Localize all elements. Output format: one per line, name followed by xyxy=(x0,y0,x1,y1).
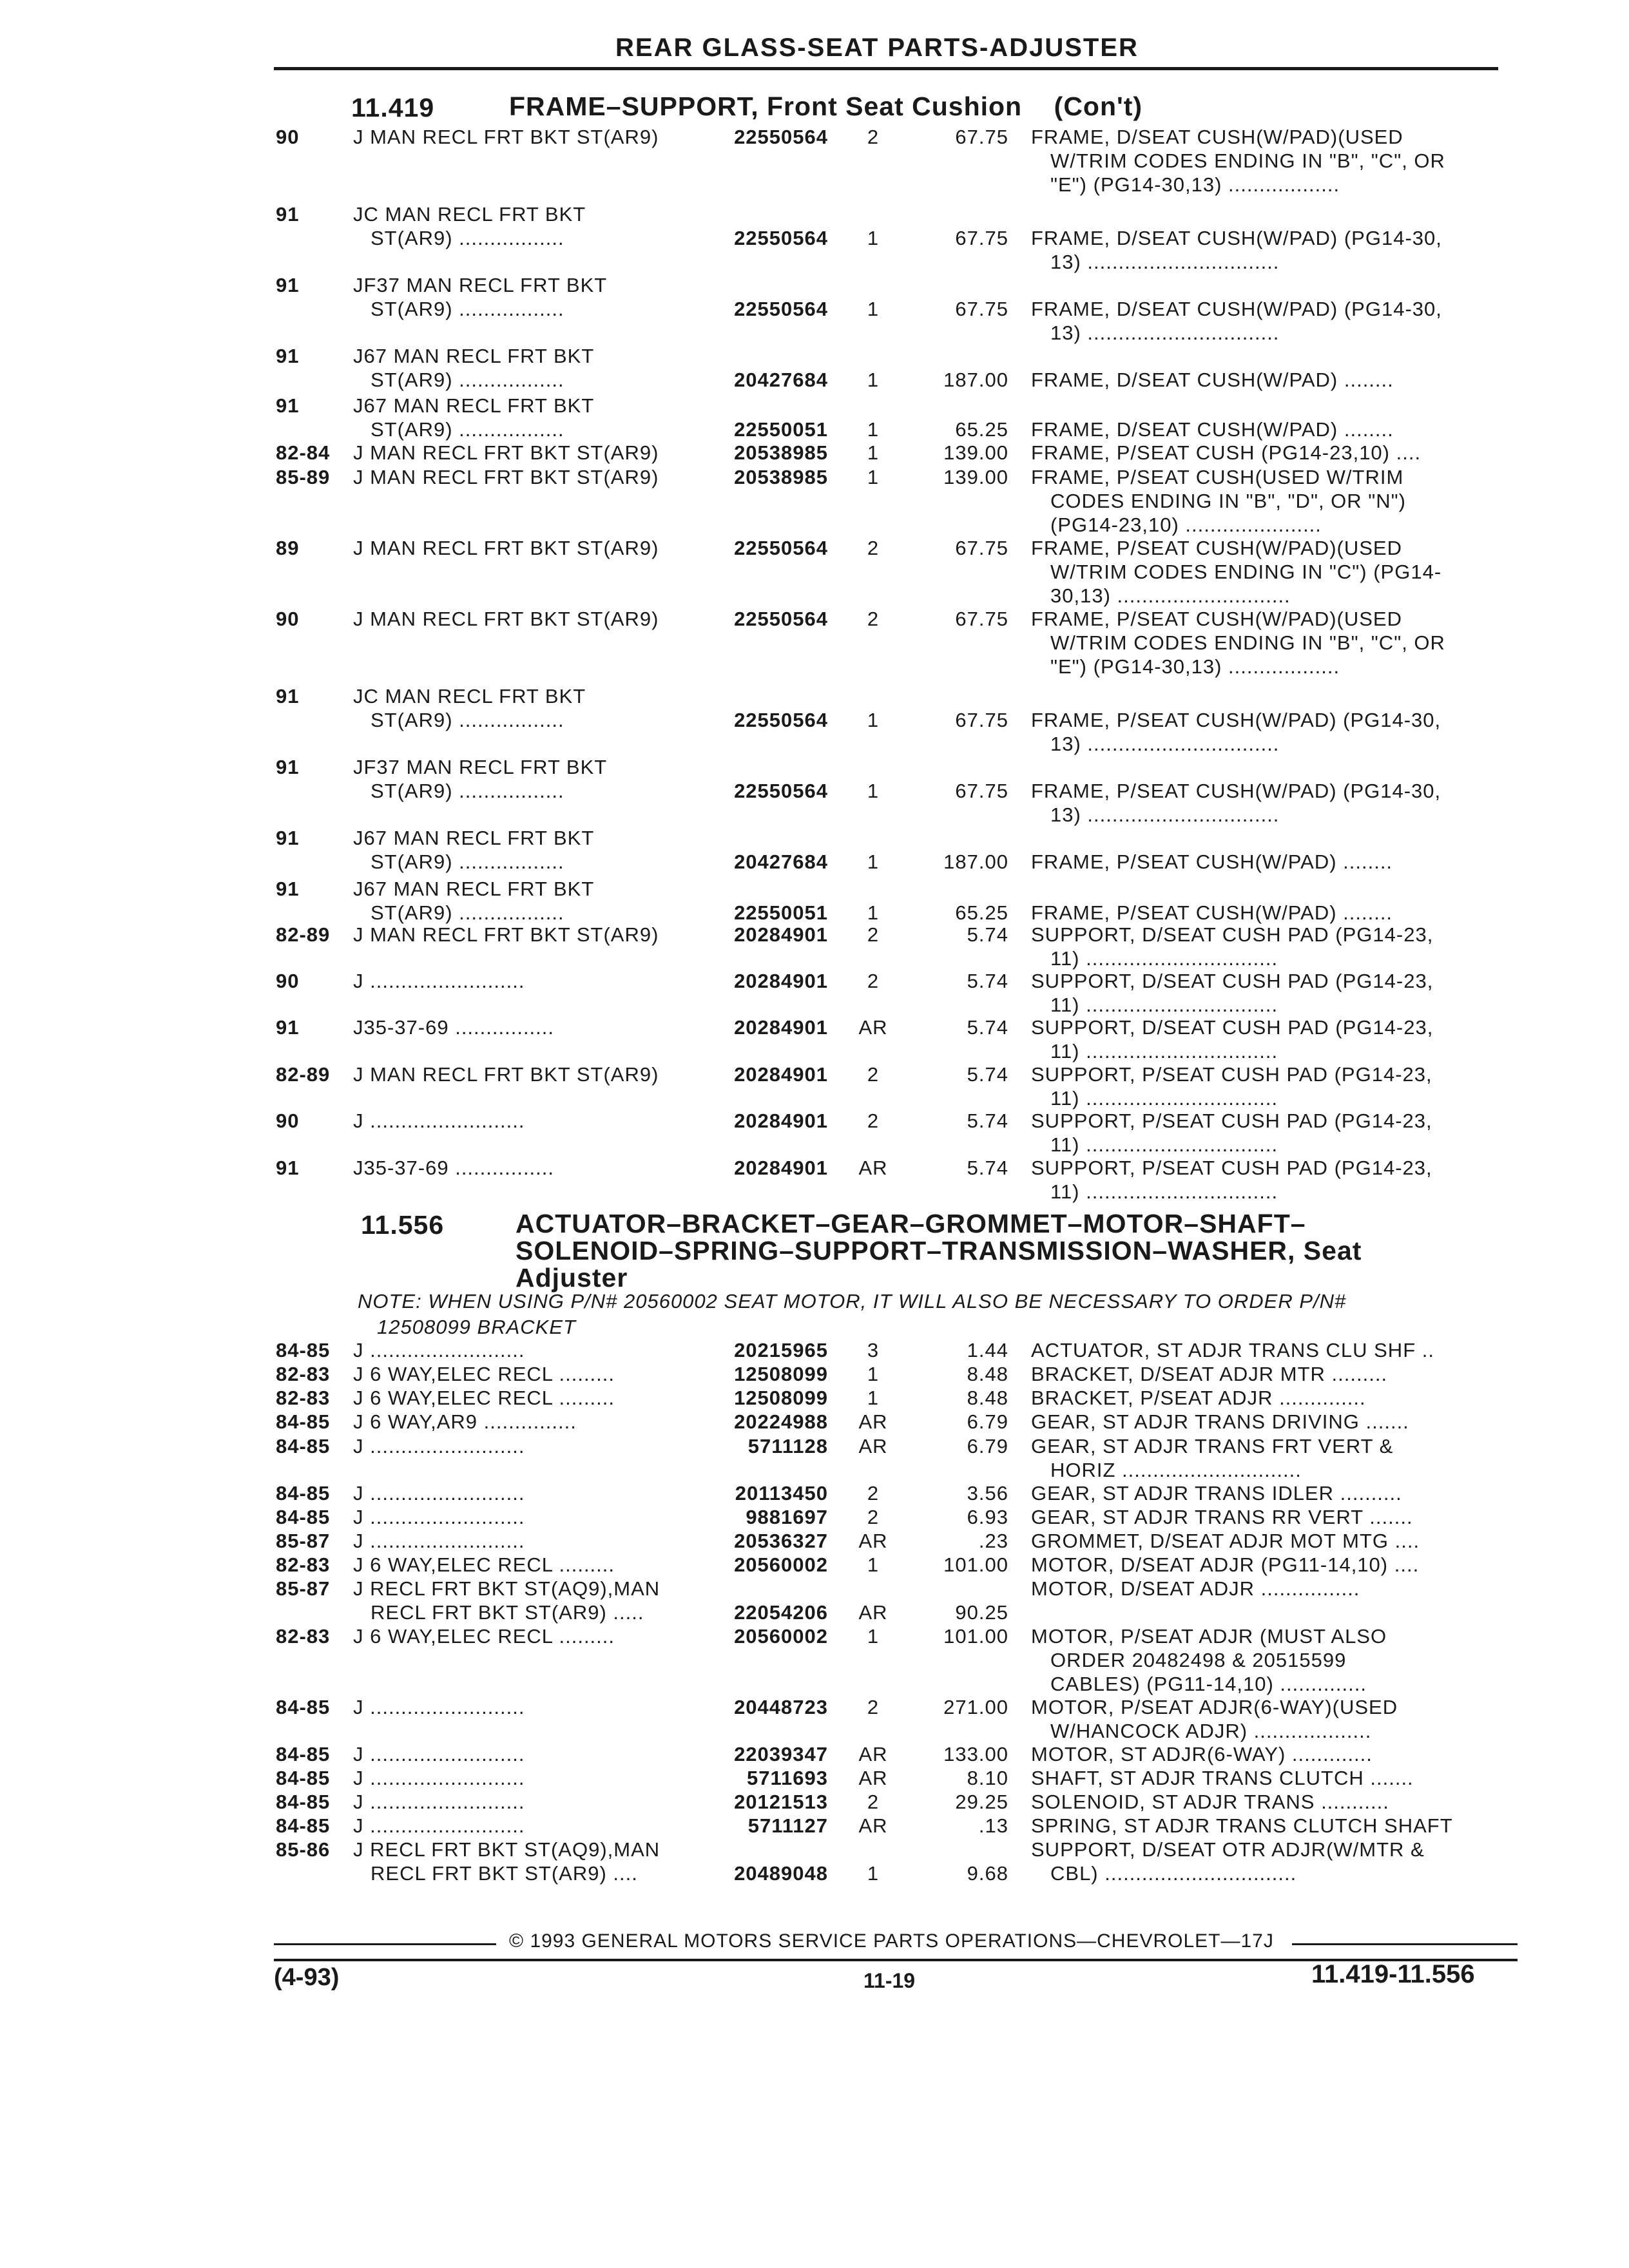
description: SUPPORT, D/SEAT CUSH PAD (PG14-23, xyxy=(1031,1016,1434,1039)
description: W/TRIM CODES ENDING IN "B", "C", OR xyxy=(1050,631,1445,654)
part-number: 22550564 xyxy=(734,780,828,802)
description: 11) ............................... xyxy=(1050,1180,1278,1203)
quantity: 2 xyxy=(867,126,880,148)
quantity: 2 xyxy=(867,1696,880,1718)
quantity: 2 xyxy=(867,608,880,630)
top-rule xyxy=(274,67,1498,70)
model-years: 84-85 xyxy=(276,1339,331,1361)
application: ST(AR9) ................. xyxy=(371,369,564,391)
quantity: 1 xyxy=(867,1625,880,1648)
quantity: AR xyxy=(858,1743,888,1765)
price: 139.00 xyxy=(943,466,1008,488)
description: 11) ............................... xyxy=(1050,1133,1278,1156)
model-years: 90 xyxy=(276,1110,300,1132)
description: CBL) ............................... xyxy=(1050,1862,1297,1885)
model-years: 89 xyxy=(276,537,300,559)
price: .13 xyxy=(978,1814,1008,1837)
description: SUPPORT, D/SEAT OTR ADJR(W/MTR & xyxy=(1031,1838,1425,1861)
part-number: 22039347 xyxy=(734,1743,828,1765)
price: 67.75 xyxy=(955,608,1008,630)
model-years: 82-83 xyxy=(276,1363,331,1385)
application: J 6 WAY,ELEC RECL ......... xyxy=(353,1387,615,1409)
section-title-line: ACTUATOR–BRACKET–GEAR–GROMMET–MOTOR–SHAFT– xyxy=(516,1209,1306,1238)
description: 11) ............................... xyxy=(1050,1087,1278,1110)
part-number: 22550564 xyxy=(734,227,828,249)
model-years: 82-89 xyxy=(276,1063,331,1086)
price: .23 xyxy=(978,1530,1008,1552)
part-number: 20121513 xyxy=(734,1791,828,1813)
price: 139.00 xyxy=(943,441,1008,464)
price: 67.75 xyxy=(955,126,1008,148)
quantity: 2 xyxy=(867,1482,880,1504)
part-number: 20284901 xyxy=(734,1016,828,1039)
application: J MAN RECL FRT BKT ST(AR9) xyxy=(353,466,659,488)
model-years: 90 xyxy=(276,608,300,630)
description: ACTUATOR, ST ADJR TRANS CLU SHF .. xyxy=(1031,1339,1434,1361)
price: 67.75 xyxy=(955,227,1008,249)
model-years: 91 xyxy=(276,878,300,900)
description: 13) ............................... xyxy=(1050,322,1280,344)
application: J MAN RECL FRT BKT ST(AR9) xyxy=(353,608,659,630)
description: "E") (PG14-30,13) .................. xyxy=(1050,173,1340,196)
application: J 6 WAY,ELEC RECL ......... xyxy=(353,1625,615,1648)
quantity: 1 xyxy=(867,227,880,249)
description: SHAFT, ST ADJR TRANS CLUTCH ....... xyxy=(1031,1767,1414,1789)
description: FRAME, P/SEAT CUSH(W/PAD) (PG14-30, xyxy=(1031,780,1441,802)
description: FRAME, D/SEAT CUSH(W/PAD) (PG14-30, xyxy=(1031,298,1442,320)
application: J RECL FRT BKT ST(AQ9),MAN xyxy=(353,1838,660,1861)
part-number: 20284901 xyxy=(734,1063,828,1086)
application: RECL FRT BKT ST(AR9) .... xyxy=(371,1862,638,1885)
date-code: (4-93) xyxy=(274,1964,340,1991)
price: 1.44 xyxy=(967,1339,1008,1361)
application: J MAN RECL FRT BKT ST(AR9) xyxy=(353,1063,659,1086)
page-title: REAR GLASS-SEAT PARTS-ADJUSTER xyxy=(615,34,1139,62)
model-years: 85-89 xyxy=(276,466,331,488)
quantity: AR xyxy=(858,1814,888,1837)
application: J ......................... xyxy=(353,1767,525,1789)
model-years: 84-85 xyxy=(276,1506,331,1528)
section-title: FRAME–SUPPORT, Front Seat Cushion (Con't) xyxy=(509,91,1143,121)
description: 13) ............................... xyxy=(1050,251,1280,273)
price: 101.00 xyxy=(943,1553,1008,1576)
description: "E") (PG14-30,13) .................. xyxy=(1050,655,1340,678)
quantity: AR xyxy=(858,1410,888,1433)
description: GROMMET, D/SEAT ADJR MOT MTG .... xyxy=(1031,1530,1420,1552)
application: ST(AR9) ................. xyxy=(371,850,564,873)
description: FRAME, P/SEAT CUSH(W/PAD)(USED xyxy=(1031,537,1402,559)
quantity: 2 xyxy=(867,970,880,992)
part-number: 20284901 xyxy=(734,1157,828,1179)
application: J ......................... xyxy=(353,1530,525,1552)
description: FRAME, P/SEAT CUSH(W/PAD) ........ xyxy=(1031,901,1393,924)
model-years: 84-85 xyxy=(276,1696,331,1718)
model-years: 84-85 xyxy=(276,1791,331,1813)
description: ORDER 20482498 & 20515599 xyxy=(1050,1649,1347,1671)
quantity: 1 xyxy=(867,709,880,731)
part-number: 20560002 xyxy=(734,1625,828,1648)
quantity: 1 xyxy=(867,1387,880,1409)
price: 5.74 xyxy=(967,970,1008,992)
price: 5.74 xyxy=(967,1157,1008,1179)
application: J 6 WAY,ELEC RECL ......... xyxy=(353,1553,615,1576)
part-number: 12508099 xyxy=(734,1387,828,1409)
description: BRACKET, P/SEAT ADJR .............. xyxy=(1031,1387,1366,1409)
price: 271.00 xyxy=(943,1696,1008,1718)
description: FRAME, P/SEAT CUSH(USED W/TRIM xyxy=(1031,466,1404,488)
price: 5.74 xyxy=(967,1110,1008,1132)
model-years: 91 xyxy=(276,1016,300,1039)
price: 8.48 xyxy=(967,1363,1008,1385)
description: MOTOR, ST ADJR(6-WAY) ............. xyxy=(1031,1743,1373,1765)
quantity: 2 xyxy=(867,1506,880,1528)
application: J MAN RECL FRT BKT ST(AR9) xyxy=(353,126,659,148)
part-number: 22550051 xyxy=(734,418,828,441)
price: 133.00 xyxy=(943,1743,1008,1765)
description: (PG14-23,10) ...................... xyxy=(1050,514,1322,536)
application: J ......................... xyxy=(353,970,525,992)
model-years: 91 xyxy=(276,827,300,849)
application: J67 MAN RECL FRT BKT xyxy=(353,394,595,417)
part-number: 20448723 xyxy=(734,1696,828,1718)
quantity: 1 xyxy=(867,369,880,391)
price: 6.93 xyxy=(967,1506,1008,1528)
quantity: 1 xyxy=(867,901,880,924)
quantity: 1 xyxy=(867,1553,880,1576)
model-years: 91 xyxy=(276,345,300,367)
application: J MAN RECL FRT BKT ST(AR9) xyxy=(353,923,659,946)
description: SUPPORT, P/SEAT CUSH PAD (PG14-23, xyxy=(1031,1157,1432,1179)
section-range: 11.419-11.556 xyxy=(1311,1960,1475,1988)
application: J ......................... xyxy=(353,1339,525,1361)
description: FRAME, P/SEAT CUSH (PG14-23,10) .... xyxy=(1031,441,1422,464)
application: J RECL FRT BKT ST(AQ9),MAN xyxy=(353,1577,660,1600)
description: 13) ............................... xyxy=(1050,803,1280,826)
quantity: 1 xyxy=(867,466,880,488)
note xyxy=(358,1289,1518,1340)
section-number: 11.556 xyxy=(361,1210,445,1240)
price: 5.74 xyxy=(967,1016,1008,1039)
quantity: AR xyxy=(858,1435,888,1457)
application: J 6 WAY,AR9 ............... xyxy=(353,1410,577,1433)
model-years: 84-85 xyxy=(276,1743,331,1765)
price: 65.25 xyxy=(955,418,1008,441)
part-number: 9881697 xyxy=(746,1506,828,1528)
price: 65.25 xyxy=(955,901,1008,924)
part-number: 20284901 xyxy=(734,970,828,992)
description: 30,13) ............................ xyxy=(1050,584,1291,607)
model-years: 82-83 xyxy=(276,1387,331,1409)
part-number: 22550564 xyxy=(734,709,828,731)
part-number: 20489048 xyxy=(734,1862,828,1885)
part-number: 20538985 xyxy=(734,441,828,464)
application: J ......................... xyxy=(353,1435,525,1457)
model-years: 91 xyxy=(276,756,300,778)
copyright: © 1993 GENERAL MOTORS SERVICE PARTS OPERATIONS—CHEVROLET—17J xyxy=(509,1930,1274,1952)
footer-rule-right xyxy=(1292,1943,1518,1945)
description: FRAME, P/SEAT CUSH(W/PAD) ........ xyxy=(1031,850,1393,873)
quantity: 1 xyxy=(867,298,880,320)
model-years: 91 xyxy=(276,394,300,417)
quantity: AR xyxy=(858,1016,888,1039)
price: 6.79 xyxy=(967,1410,1008,1433)
application: J35-37-69 ................ xyxy=(353,1157,555,1179)
price: 9.68 xyxy=(967,1862,1008,1885)
description: 11) ............................... xyxy=(1050,947,1278,970)
part-number: 20284901 xyxy=(734,923,828,946)
description: GEAR, ST ADJR TRANS RR VERT ....... xyxy=(1031,1506,1413,1528)
application: ST(AR9) ................. xyxy=(371,227,564,249)
description: FRAME, D/SEAT CUSH(W/PAD) ........ xyxy=(1031,369,1394,391)
price: 187.00 xyxy=(943,369,1008,391)
description: SOLENOID, ST ADJR TRANS ........... xyxy=(1031,1791,1389,1813)
description: MOTOR, D/SEAT ADJR (PG11-14,10) .... xyxy=(1031,1553,1420,1576)
description: HORIZ ............................. xyxy=(1050,1459,1302,1481)
price: 67.75 xyxy=(955,298,1008,320)
part-number: 20560002 xyxy=(734,1553,828,1576)
application: ST(AR9) ................. xyxy=(371,780,564,802)
quantity: AR xyxy=(858,1767,888,1789)
model-years: 85-87 xyxy=(276,1577,331,1600)
section-number: 11.419 xyxy=(351,93,435,122)
application: ST(AR9) ................. xyxy=(371,709,564,731)
application: J ......................... xyxy=(353,1482,525,1504)
price: 90.25 xyxy=(955,1601,1008,1624)
price: 67.75 xyxy=(955,537,1008,559)
section-title-line: Adjuster xyxy=(516,1263,628,1293)
application: ST(AR9) ................. xyxy=(371,901,564,924)
description: FRAME, D/SEAT CUSH(W/PAD) (PG14-30, xyxy=(1031,227,1442,249)
price: 3.56 xyxy=(967,1482,1008,1504)
description: GEAR, ST ADJR TRANS DRIVING ....... xyxy=(1031,1410,1409,1433)
description: BRACKET, D/SEAT ADJR MTR ......... xyxy=(1031,1363,1388,1385)
application: J ......................... xyxy=(353,1791,525,1813)
description: W/TRIM CODES ENDING IN "C") (PG14- xyxy=(1050,561,1442,583)
model-years: 82-83 xyxy=(276,1553,331,1576)
footer-rule-left xyxy=(274,1943,496,1945)
model-years: 91 xyxy=(276,685,300,707)
part-number: 22550564 xyxy=(734,537,828,559)
application: J67 MAN RECL FRT BKT xyxy=(353,878,595,900)
part-number: 20536327 xyxy=(734,1530,828,1552)
application: JC MAN RECL FRT BKT xyxy=(353,203,586,226)
part-number: 5711127 xyxy=(747,1814,828,1837)
application: ST(AR9) ................. xyxy=(371,418,564,441)
application: J MAN RECL FRT BKT ST(AR9) xyxy=(353,537,659,559)
description: W/HANCOCK ADJR) ................... xyxy=(1050,1720,1372,1742)
price: 187.00 xyxy=(943,850,1008,873)
description: FRAME, P/SEAT CUSH(W/PAD) (PG14-30, xyxy=(1031,709,1441,731)
quantity: 2 xyxy=(867,1110,880,1132)
application: J ......................... xyxy=(353,1814,525,1837)
price: 6.79 xyxy=(967,1435,1008,1457)
price: 67.75 xyxy=(955,780,1008,802)
application: J ......................... xyxy=(353,1110,525,1132)
note-line: NOTE: WHEN USING P/N# 20560002 SEAT MOTOR, IT WILL ALSO BE NECESSARY TO ORDER P/N# xyxy=(358,1290,1347,1312)
price: 5.74 xyxy=(967,1063,1008,1086)
quantity: 1 xyxy=(867,441,880,464)
application: J 6 WAY,ELEC RECL ......... xyxy=(353,1363,615,1385)
description: SUPPORT, D/SEAT CUSH PAD (PG14-23, xyxy=(1031,970,1434,992)
part-number: 5711693 xyxy=(747,1767,828,1789)
part-number: 12508099 xyxy=(734,1363,828,1385)
part-number: 20427684 xyxy=(734,369,828,391)
part-number: 20284901 xyxy=(734,1110,828,1132)
model-years: 91 xyxy=(276,274,300,296)
part-number: 20538985 xyxy=(734,466,828,488)
application: J35-37-69 ................ xyxy=(353,1016,555,1039)
description: FRAME, D/SEAT CUSH(W/PAD) ........ xyxy=(1031,418,1394,441)
model-years: 84-85 xyxy=(276,1482,331,1504)
price: 29.25 xyxy=(955,1791,1008,1813)
description: 11) ............................... xyxy=(1050,994,1278,1016)
quantity: 2 xyxy=(867,1791,880,1813)
part-number: 20113450 xyxy=(735,1482,828,1504)
description: 13) ............................... xyxy=(1050,733,1280,755)
application: J67 MAN RECL FRT BKT xyxy=(353,345,595,367)
part-number: 22550564 xyxy=(734,298,828,320)
quantity: 2 xyxy=(867,1063,880,1086)
description: MOTOR, P/SEAT ADJR(6-WAY)(USED xyxy=(1031,1696,1398,1718)
model-years: 84-85 xyxy=(276,1410,331,1433)
model-years: 90 xyxy=(276,126,300,148)
model-years: 82-83 xyxy=(276,1625,331,1648)
part-number: 22550564 xyxy=(734,126,828,148)
description: CODES ENDING IN "B", "D", OR "N") xyxy=(1050,490,1407,512)
model-years: 82-89 xyxy=(276,923,331,946)
section-title-line: SOLENOID–SPRING–SUPPORT–TRANSMISSION–WASHER, Seat xyxy=(516,1236,1362,1265)
model-years: 84-85 xyxy=(276,1814,331,1837)
note-line: 12508099 BRACKET xyxy=(377,1316,576,1338)
application: J67 MAN RECL FRT BKT xyxy=(353,827,595,849)
model-years: 91 xyxy=(276,1157,300,1179)
description: CABLES) (PG11-14,10) .............. xyxy=(1050,1673,1367,1695)
quantity: 2 xyxy=(867,923,880,946)
price: 5.74 xyxy=(967,923,1008,946)
part-number: 20215965 xyxy=(734,1339,828,1361)
quantity: AR xyxy=(858,1157,888,1179)
application: J ......................... xyxy=(353,1506,525,1528)
part-number: 5711128 xyxy=(747,1435,828,1457)
application: JF37 MAN RECL FRT BKT xyxy=(353,274,608,296)
application: JF37 MAN RECL FRT BKT xyxy=(353,756,608,778)
part-number: 22550564 xyxy=(734,608,828,630)
application: J ......................... xyxy=(353,1743,525,1765)
description: GEAR, ST ADJR TRANS FRT VERT & xyxy=(1031,1435,1394,1457)
price: 67.75 xyxy=(955,709,1008,731)
application: J MAN RECL FRT BKT ST(AR9) xyxy=(353,441,659,464)
model-years: 82-84 xyxy=(276,441,331,464)
part-number: 20224988 xyxy=(734,1410,828,1433)
quantity: 1 xyxy=(867,1862,880,1885)
model-years: 84-85 xyxy=(276,1435,331,1457)
model-years: 85-86 xyxy=(276,1838,331,1861)
description: MOTOR, D/SEAT ADJR ................ xyxy=(1031,1577,1360,1600)
description: SUPPORT, P/SEAT CUSH PAD (PG14-23, xyxy=(1031,1063,1432,1086)
description: 11) ............................... xyxy=(1050,1040,1278,1062)
description: GEAR, ST ADJR TRANS IDLER .......... xyxy=(1031,1482,1402,1504)
part-number: 22054206 xyxy=(734,1601,828,1624)
application: JC MAN RECL FRT BKT xyxy=(353,685,586,707)
description: SUPPORT, D/SEAT CUSH PAD (PG14-23, xyxy=(1031,923,1434,946)
quantity: 1 xyxy=(867,850,880,873)
description: W/TRIM CODES ENDING IN "B", "C", OR xyxy=(1050,149,1445,172)
quantity: AR xyxy=(858,1530,888,1552)
model-years: 90 xyxy=(276,970,300,992)
price: 8.10 xyxy=(967,1767,1008,1789)
description: MOTOR, P/SEAT ADJR (MUST ALSO xyxy=(1031,1625,1387,1648)
application: ST(AR9) ................. xyxy=(371,298,564,320)
model-years: 91 xyxy=(276,203,300,226)
quantity: AR xyxy=(858,1601,888,1624)
quantity: 1 xyxy=(867,1363,880,1385)
description: FRAME, P/SEAT CUSH(W/PAD)(USED xyxy=(1031,608,1402,630)
quantity: 2 xyxy=(867,537,880,559)
part-number: 20427684 xyxy=(734,850,828,873)
quantity: 1 xyxy=(867,418,880,441)
page-number: 11-19 xyxy=(863,1969,916,1992)
quantity: 3 xyxy=(867,1339,880,1361)
part-number: 22550051 xyxy=(734,901,828,924)
application: J ......................... xyxy=(353,1696,525,1718)
model-years: 84-85 xyxy=(276,1767,331,1789)
price: 8.48 xyxy=(967,1387,1008,1409)
description: SPRING, ST ADJR TRANS CLUTCH SHAFT xyxy=(1031,1814,1453,1837)
model-years: 85-87 xyxy=(276,1530,331,1552)
description: SUPPORT, P/SEAT CUSH PAD (PG14-23, xyxy=(1031,1110,1432,1132)
quantity: 1 xyxy=(867,780,880,802)
application: RECL FRT BKT ST(AR9) ..... xyxy=(371,1601,644,1624)
description: FRAME, D/SEAT CUSH(W/PAD)(USED xyxy=(1031,126,1403,148)
price: 101.00 xyxy=(943,1625,1008,1648)
